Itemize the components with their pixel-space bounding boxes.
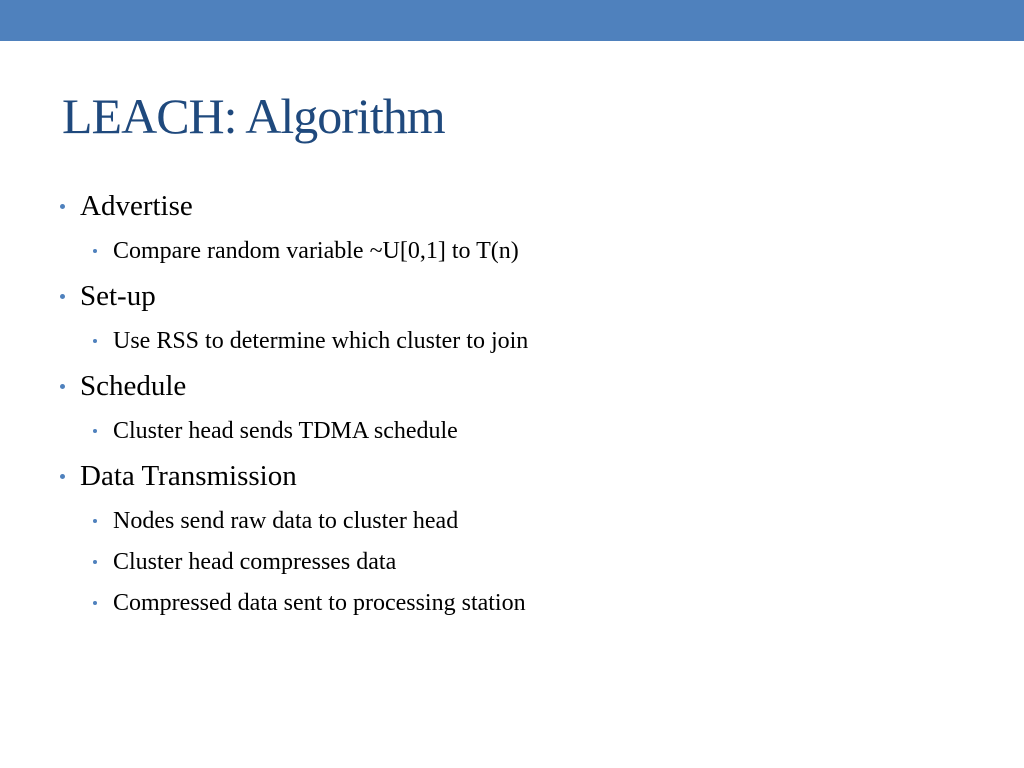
- bullet-dot-icon: [60, 474, 65, 479]
- bullet-dot-icon: [93, 249, 97, 253]
- sub-bullet-text: Compressed data sent to processing station: [113, 590, 526, 616]
- bullet-dot-icon: [93, 339, 97, 343]
- sub-bullet-item: [92, 327, 528, 355]
- sub-bullet-item: [92, 417, 458, 445]
- sub-bullet-item: [92, 237, 519, 265]
- bullet-item: [60, 459, 297, 493]
- bullet-dot-icon: [93, 601, 97, 605]
- bullet-dot-icon: [93, 519, 97, 523]
- bullet-dot-icon: [93, 560, 97, 564]
- sub-bullet-text: Cluster head compresses data: [113, 549, 397, 575]
- sub-bullet-text: Use RSS to determine which cluster to join: [113, 328, 529, 354]
- sub-bullet-item: [92, 589, 526, 617]
- bullet-text: Schedule: [80, 370, 187, 402]
- bullet-item: [60, 189, 193, 223]
- bullet-text: Set-up: [80, 280, 156, 312]
- bullet-dot-icon: [60, 204, 65, 209]
- bullet-text: Data Transmission: [80, 460, 297, 492]
- bullet-item: [60, 369, 186, 403]
- bullet-text: Advertise: [80, 190, 193, 222]
- bullet-item: [60, 279, 156, 313]
- sub-bullet-text: Cluster head sends TDMA schedule: [113, 418, 458, 444]
- sub-bullet-text: Compare random variable ~U[0,1] to T(n): [113, 238, 519, 264]
- sub-bullet-text: Nodes send raw data to cluster head: [113, 508, 459, 534]
- sub-bullet-item: [92, 548, 396, 576]
- slide-title: LEACH: Algorithm: [62, 88, 445, 144]
- bullet-list: [60, 0, 960, 768]
- bullet-dot-icon: [60, 294, 65, 299]
- sub-bullet-item: [92, 507, 458, 535]
- bullet-dot-icon: [60, 384, 65, 389]
- bullet-dot-icon: [93, 429, 97, 433]
